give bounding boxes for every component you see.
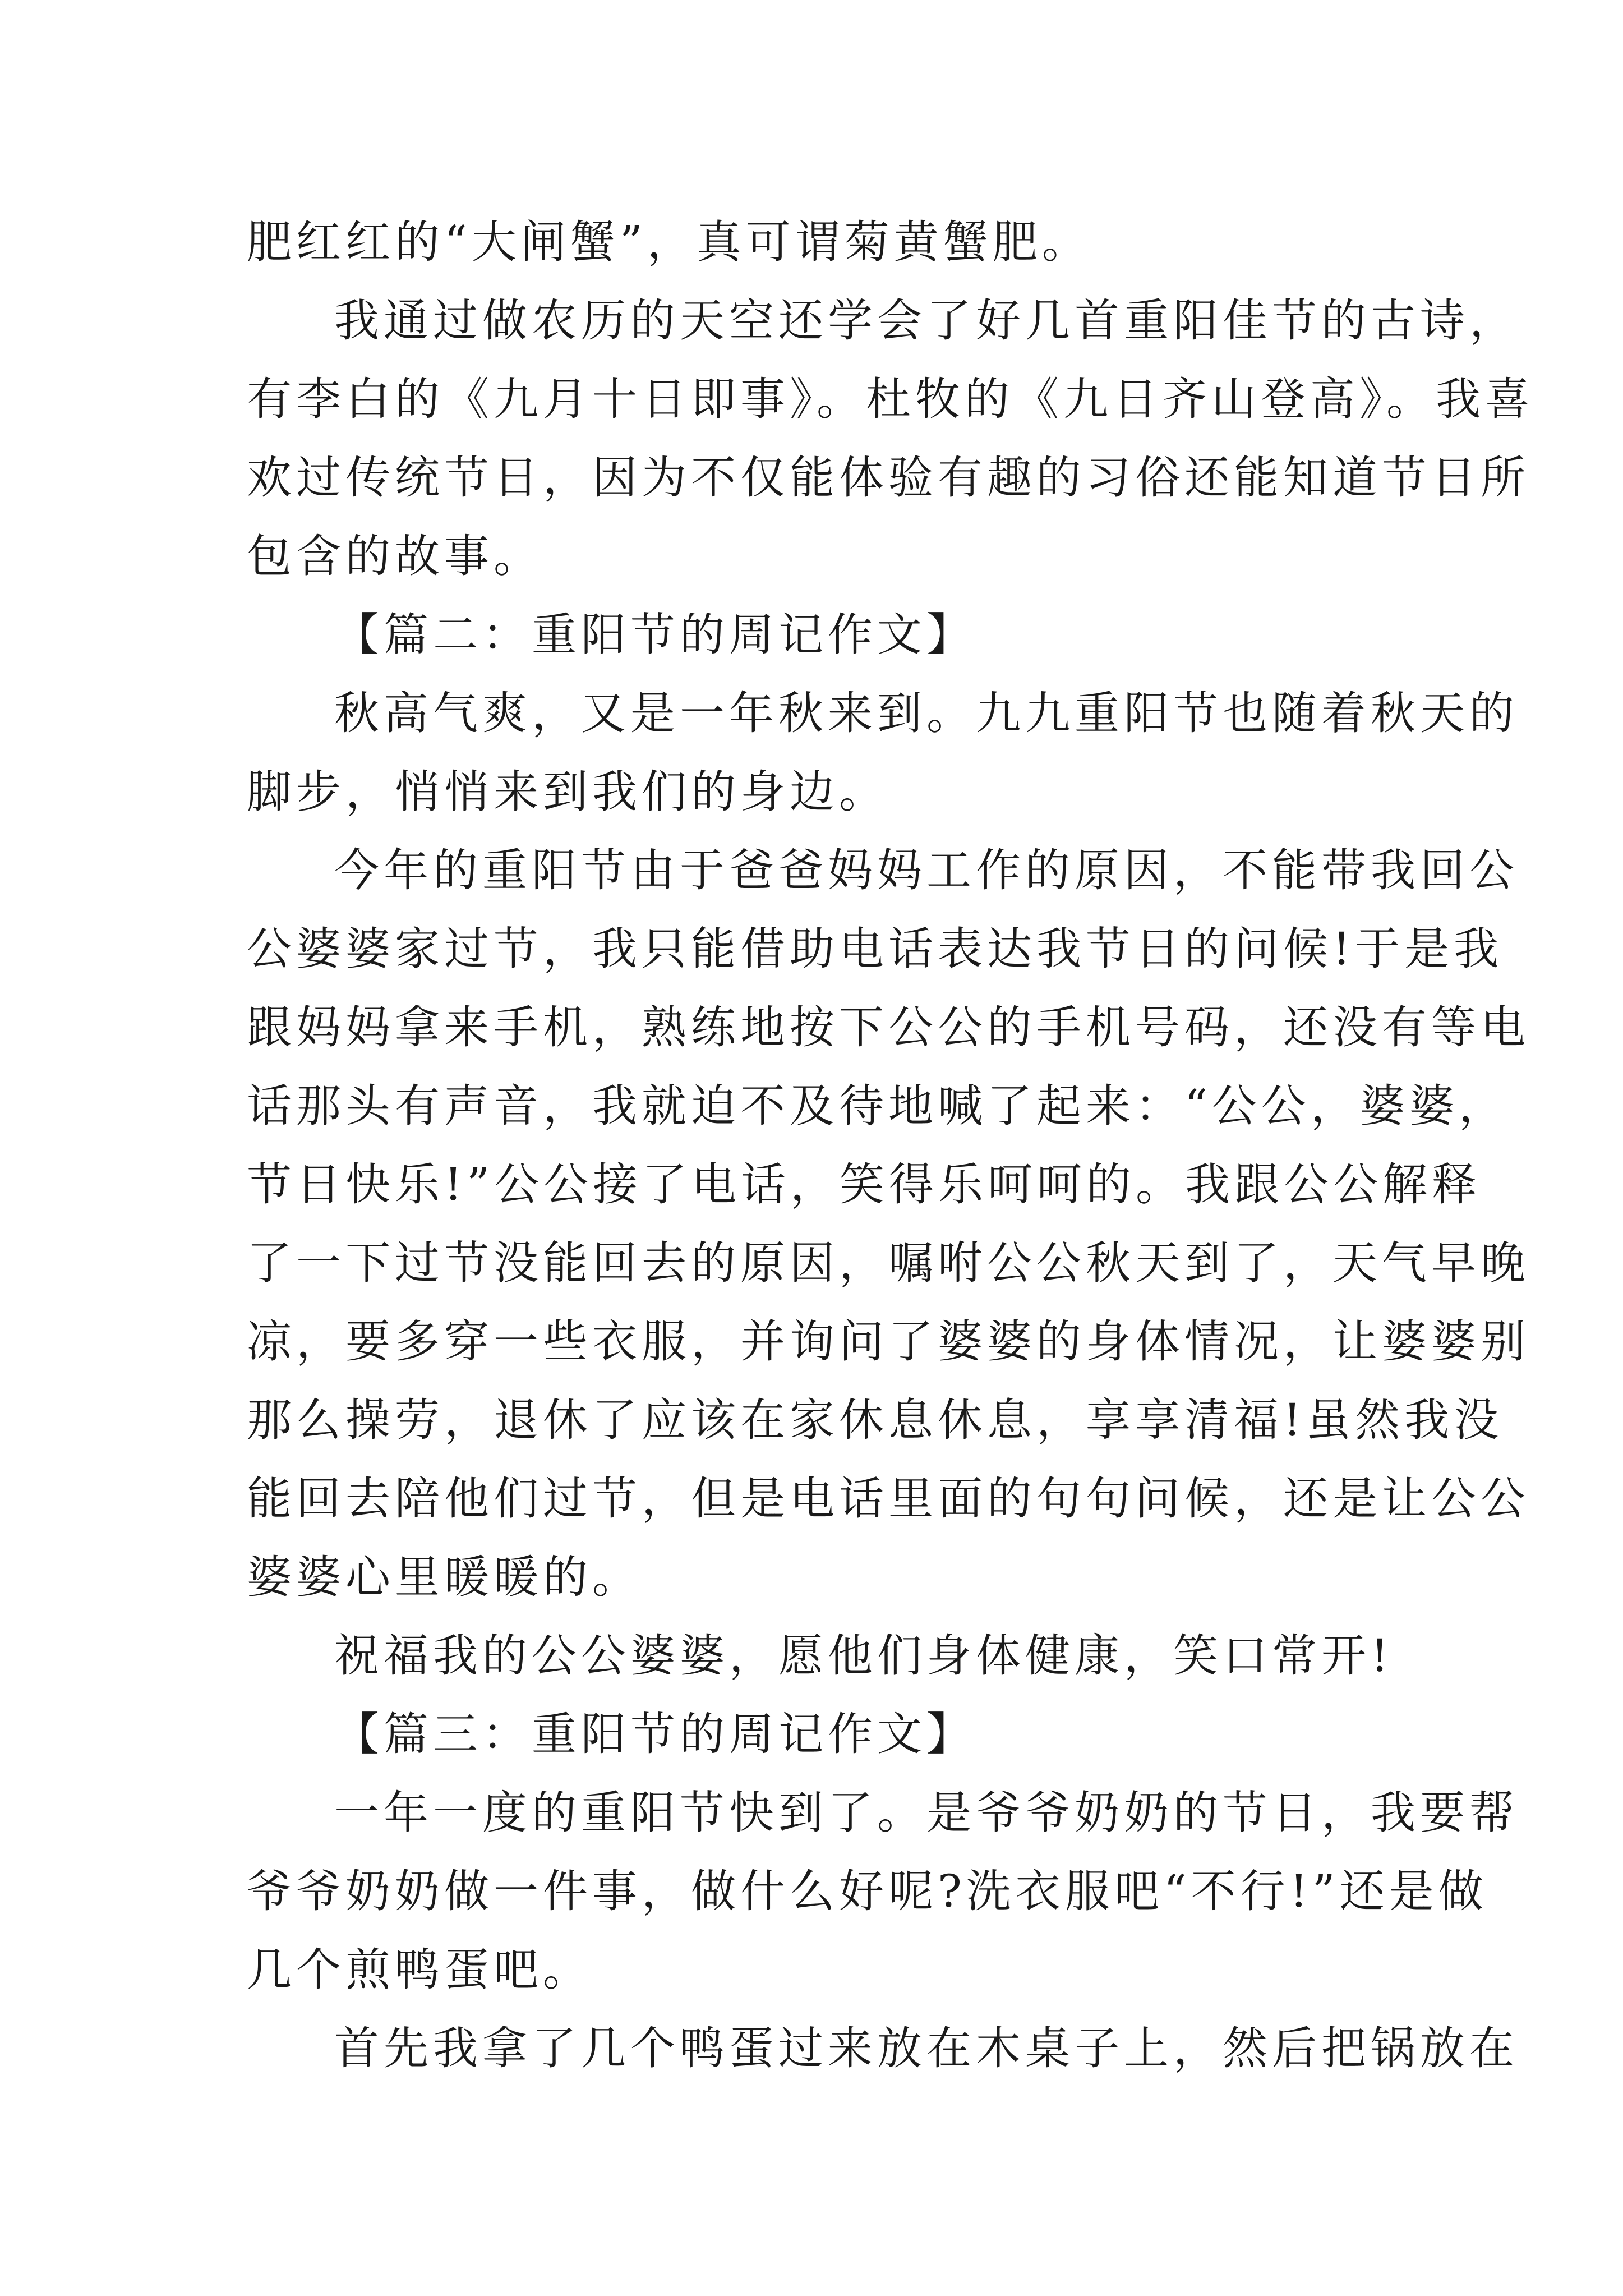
paragraph-line: 一年一度的重阳节快到了。是爷爷奶奶的节日，我要帮 (334, 1787, 1519, 1839)
paragraph-line: 公婆婆家过节，我只能借助电话表达我节日的问候!于是我 (247, 923, 1504, 975)
paragraph-line: 了一下过节没能回去的原因，嘱咐公公秋天到了，天气早晚 (247, 1237, 1530, 1289)
paragraph-line: 秋高气爽，又是一年秋来到。九九重阳节也随着秋天的 (334, 687, 1519, 739)
paragraph-line: 那么操劳，退休了应该在家休息休息，享享清福!虽然我没 (247, 1394, 1504, 1446)
paragraph-line: 节日快乐!”公公接了电话，笑得乐呵呵的。我跟公公解释 (247, 1158, 1482, 1211)
paragraph-line: 跟妈妈拿来手机，熟练地按下公公的手机号码，还没有等电 (247, 1001, 1530, 1053)
section-heading: 【篇三：重阳节的周记作文】 (334, 1708, 976, 1760)
paragraph-line: 凉，要多穿一些衣服，并询问了婆婆的身体情况，让婆婆别 (247, 1315, 1530, 1368)
paragraph-line: 爷爷奶奶做一件事，做什么好呢?洗衣服吧“不行!”还是做 (247, 1865, 1488, 1917)
paragraph-line: 有李白的《九月十日即事》。杜牧的《九日齐山登高》。我喜 (247, 373, 1534, 425)
paragraph-line: 能回去陪他们过节，但是电话里面的句句问候，还是让公公 (247, 1473, 1530, 1525)
section-heading: 【篇二：重阳节的周记作文】 (334, 609, 976, 661)
paragraph-line: 首先我拿了几个鸭蛋过来放在木桌子上，然后把锅放在 (334, 2022, 1519, 2074)
paragraph-line: 今年的重阳节由于爸爸妈妈工作的原因，不能带我回公 (334, 844, 1519, 896)
paragraph-line: 祝福我的公公婆婆，愿他们身体健康，笑口常开! (334, 1630, 1394, 1682)
paragraph-line: 婆婆心里暖暖的。 (247, 1551, 642, 1603)
paragraph-line: 包含的故事。 (247, 530, 543, 582)
paragraph-line: 几个煎鸭蛋吧。 (247, 1944, 592, 1996)
paragraph-line: 我通过做农历的天空还学会了好几首重阳佳节的古诗， (334, 295, 1519, 347)
paragraph-line: 欢过传统节日，因为不仅能体验有趣的习俗还能知道节日所 (247, 452, 1530, 504)
paragraph-line: 话那头有声音，我就迫不及待地喊了起来：“公公，婆婆， (247, 1080, 1508, 1132)
paragraph-line: 脚步，悄悄来到我们的身边。 (247, 766, 888, 818)
paragraph-line: 肥红红的“大闸蟹”，真可谓菊黄蟹肥。 (247, 216, 1091, 268)
